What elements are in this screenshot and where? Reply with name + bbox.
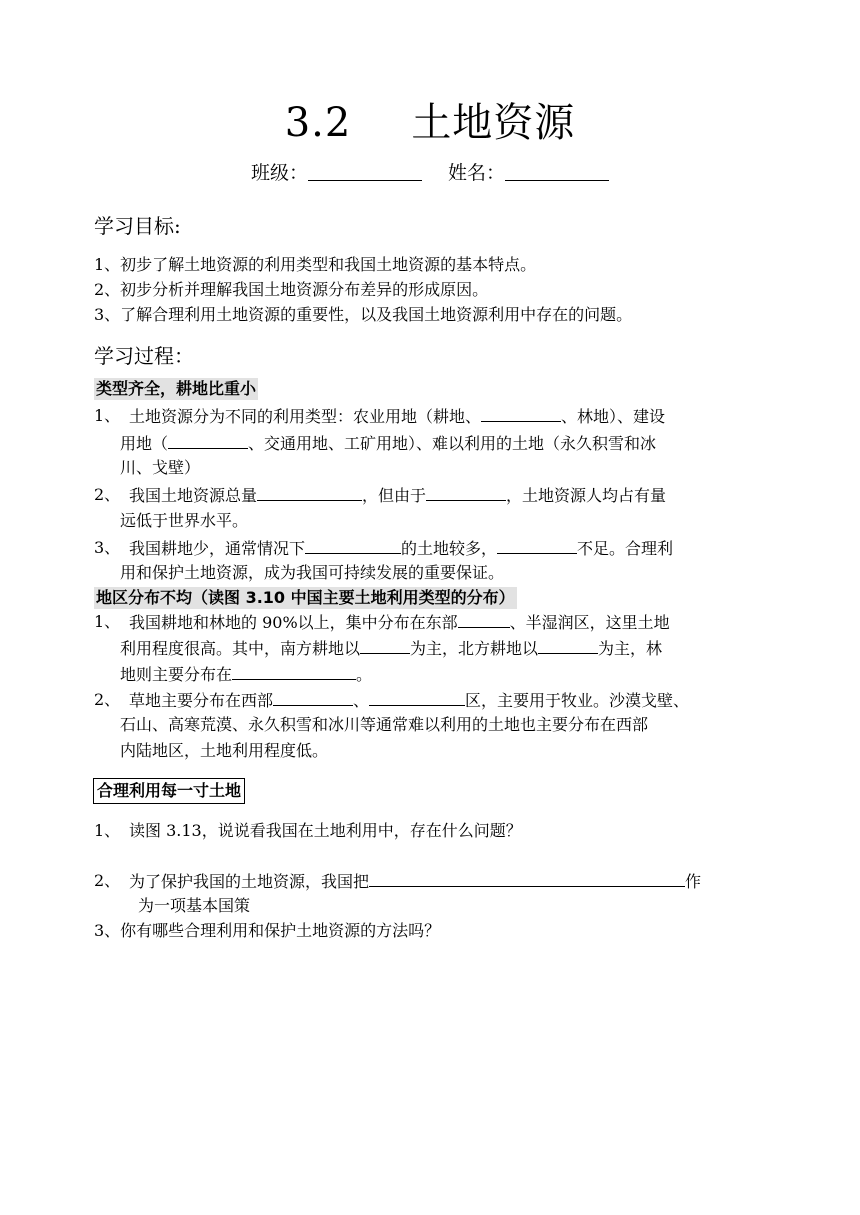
question-number: 1、 [94, 612, 121, 631]
objective-item: 1、初步了解土地资源的利用类型和我国土地资源的基本特点。 [94, 255, 537, 274]
title-number: 3.2 [284, 100, 352, 146]
answer-blank[interactable] [497, 537, 577, 554]
class-label: 班级： [250, 162, 308, 184]
question-line: 远低于世界水平。 [120, 511, 249, 530]
question-line: 内陆地区，土地利用程度低。 [120, 741, 329, 760]
question-number: 3、 [94, 538, 121, 557]
answer-blank[interactable] [305, 537, 401, 554]
question-line: 川、戈壁） [120, 458, 201, 477]
class-blank[interactable] [308, 160, 422, 181]
answer-blank[interactable] [481, 405, 561, 422]
answer-blank[interactable] [360, 637, 410, 654]
question-line: 土地资源分为不同的利用类型：农业用地（耕地、 、林地）、建设 [129, 407, 666, 426]
question-line: 用和保护土地资源，成为我国可持续发展的重要保证。 [120, 563, 505, 582]
question-number: 1、 [94, 821, 121, 840]
title-text: 土地资源 [411, 100, 576, 146]
student-info-line [0, 160, 860, 186]
answer-blank[interactable] [458, 611, 510, 628]
answer-blank[interactable] [273, 689, 353, 706]
section-title-boxed: 合理利用每一寸土地 [93, 778, 245, 804]
answer-blank[interactable] [369, 689, 465, 706]
question-line: 我国耕地少，通常情况下 的土地较多， 不足。合理利 [129, 539, 674, 558]
page-title [0, 98, 860, 148]
question-line: 为了保护我国的土地资源，我国把 作 [129, 872, 702, 891]
question-line: 为一项基本国策 [138, 896, 251, 915]
name-blank[interactable] [505, 160, 609, 181]
question-line: 石山、高寒荒漠、永久积雪和冰川等通常难以利用的土地也主要分布在西部 [120, 715, 649, 734]
question-line: 地则主要分布在 。 [120, 665, 373, 684]
answer-blank[interactable] [538, 637, 598, 654]
question-line: 利用程度很高。其中，南方耕地以 为主，北方耕地以 为主，林 [120, 639, 663, 658]
question-line: 我国土地资源总量 ，但由于 ，土地资源人均占有量 [129, 486, 667, 505]
question-line: 我国耕地和林地的 90%以上，集中分布在东部 、半湿润区，这里土地 [129, 613, 670, 632]
objective-item: 3、了解合理利用土地资源的重要性，以及我国土地资源利用中存在的问题。 [94, 305, 633, 324]
question-number: 1、 [94, 406, 121, 425]
question-number: 2、 [94, 871, 121, 890]
objective-item: 2、初步分析并理解我国土地资源分布差异的形成原因。 [94, 280, 489, 299]
objectives-heading: 学习目标: [94, 214, 181, 238]
question-number: 2、 [94, 690, 121, 709]
answer-blank[interactable] [168, 432, 248, 449]
name-label: 姓名： [448, 162, 506, 184]
question-line: 3、你有哪些合理利用和保护土地资源的方法吗？ [94, 921, 441, 940]
section-title: 地区分布不均（读图 3.10 中国主要土地利用类型的分布） [96, 588, 515, 607]
answer-blank[interactable] [426, 484, 506, 501]
answer-blank[interactable] [257, 484, 362, 501]
question-line: 读图 3.13，说说看我国在土地利用中，存在什么问题？ [129, 821, 522, 840]
section-title: 类型齐全，耕地比重小 [96, 379, 257, 398]
question-line: 草地主要分布在西部 、 区，主要用于牧业。沙漠戈壁、 [129, 691, 690, 710]
answer-blank[interactable] [232, 663, 356, 680]
question-number: 2、 [94, 485, 121, 504]
answer-blank[interactable] [369, 870, 685, 887]
question-line: 用地（ 、交通用地、工矿用地）、难以利用的土地（永久积雪和冰 [120, 434, 657, 453]
process-heading: 学习过程： [94, 344, 194, 368]
